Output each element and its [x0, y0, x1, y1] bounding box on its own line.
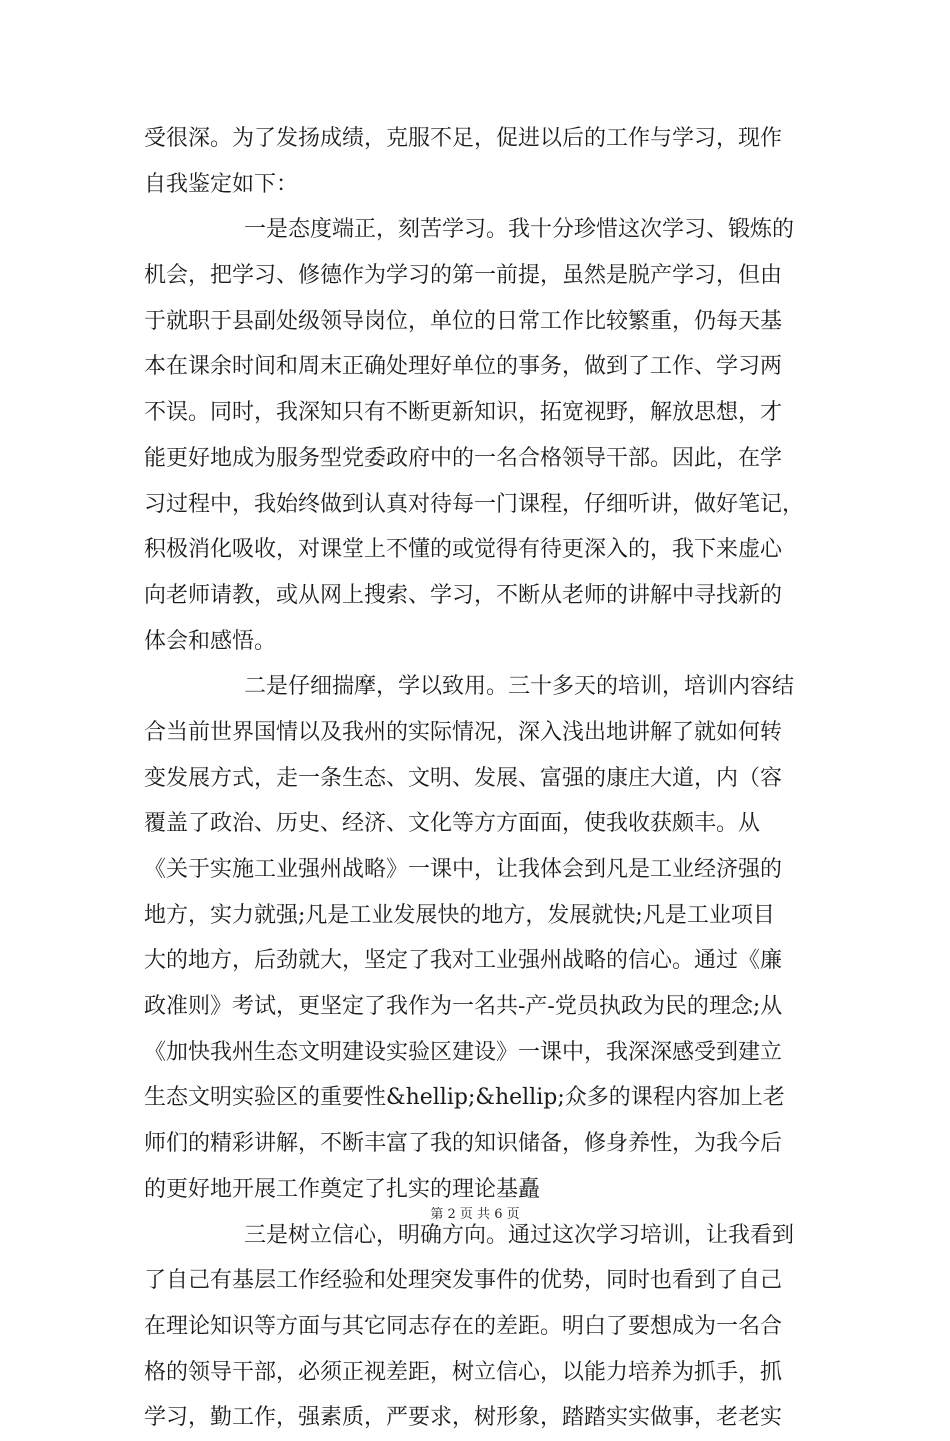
paragraph-start-line: 二是仔细揣摩，学以致用。三十多天的培训，培训内容结 — [244, 674, 795, 700]
paragraph-start-line: 一是态度端正，刻苦学习。我十分珍惜这次学习、锻炼的 — [244, 217, 795, 243]
page-number-footer: 第 2 页 共 6 页 — [430, 1207, 520, 1222]
text-line: 向老师请教，或从网上搜索、学习，不断从老师的讲解中寻找新的 — [144, 582, 783, 608]
text-line: 受很深。为了发扬成绩，克服不足，促进以后的工作与学习，现作 — [144, 126, 783, 151]
text-line: 本在课余时间和周末正确处理好单位的事务，做到了工作、学习两 — [144, 354, 783, 380]
text-line: 《关于实施工业强州战略》一课中，让我体会到凡是工业经济强的 — [144, 857, 783, 882]
text-line: 变发展方式，走一条生态、文明、发展、富强的康庄大道，内（容 — [144, 765, 783, 791]
text-line: 机会，把学习、修德作为学习的第一前提，虽然是脱产学习，但由 — [144, 263, 783, 289]
text-line: 《加快我州生态文明建设实验区建设》一课中，我深深感受到建立 — [144, 1039, 783, 1065]
text-line: 自我鉴定如下： — [144, 171, 299, 197]
document-body — [144, 116, 810, 1441]
text-line: 体会和感悟。 — [144, 628, 277, 654]
text-line: 在理论知识等方面与其它同志存在的差距。明白了要想成为一名合 — [144, 1313, 783, 1339]
text-line: 格的领导干部，必须正视差距，树立信心，以能力培养为抓手，抓 — [144, 1359, 783, 1385]
text-line: 了自己有基层工作经验和处理突发事件的优势，同时也看到了自己 — [144, 1268, 783, 1294]
text-line: 习过程中，我始终做到认真对待每一门课程，仔细听讲，做好笔记， — [144, 491, 805, 517]
text-line: 地方，实力就强;凡是工业发展快的地方，发展就快;凡是工业项目 — [144, 902, 775, 928]
text-line: 大的地方，后劲就大，坚定了我对工业强州战略的信心。通过《廉 — [144, 948, 783, 974]
text-line: 政准则》考试，更坚定了我作为一名共-产-党员执政为民的理念;从 — [144, 994, 783, 1020]
text-line: 合当前世界国情以及我州的实际情况，深入浅出地讲解了就如何转 — [144, 719, 783, 745]
text-line: 学习，勤工作，强素质，严要求，树形象，踏踏实实做事，老老实 — [144, 1405, 783, 1431]
text-line: 的更好地开展工作奠定了扎实的理论基矗 — [144, 1176, 541, 1202]
text-line: 不误。同时，我深知只有不断更新知识，拓宽视野，解放思想，才 — [144, 400, 783, 426]
paragraph-start-line: 三是树立信心，明确方向。通过这次学习培训，让我看到 — [244, 1222, 795, 1248]
text-line: 积极消化吸收，对课堂上不懂的或觉得有待更深入的，我下来虚心 — [144, 537, 783, 563]
text-line: 覆盖了政治、历史、经济、文化等方方面面，使我收获颇丰。从 — [144, 811, 761, 837]
text-line: 生态文明实验区的重要性&hellip;&hellip;众多的课程内容加上老 — [144, 1085, 785, 1111]
text-line: 于就职于县副处级领导岗位，单位的日常工作比较繁重，仍每天基 — [144, 308, 783, 334]
text-line: 能更好地成为服务型党委政府中的一名合格领导干部。因此，在学 — [144, 445, 783, 471]
text-line: 师们的精彩讲解，不断丰富了我的知识储备，修身养性，为我今后 — [144, 1131, 783, 1157]
